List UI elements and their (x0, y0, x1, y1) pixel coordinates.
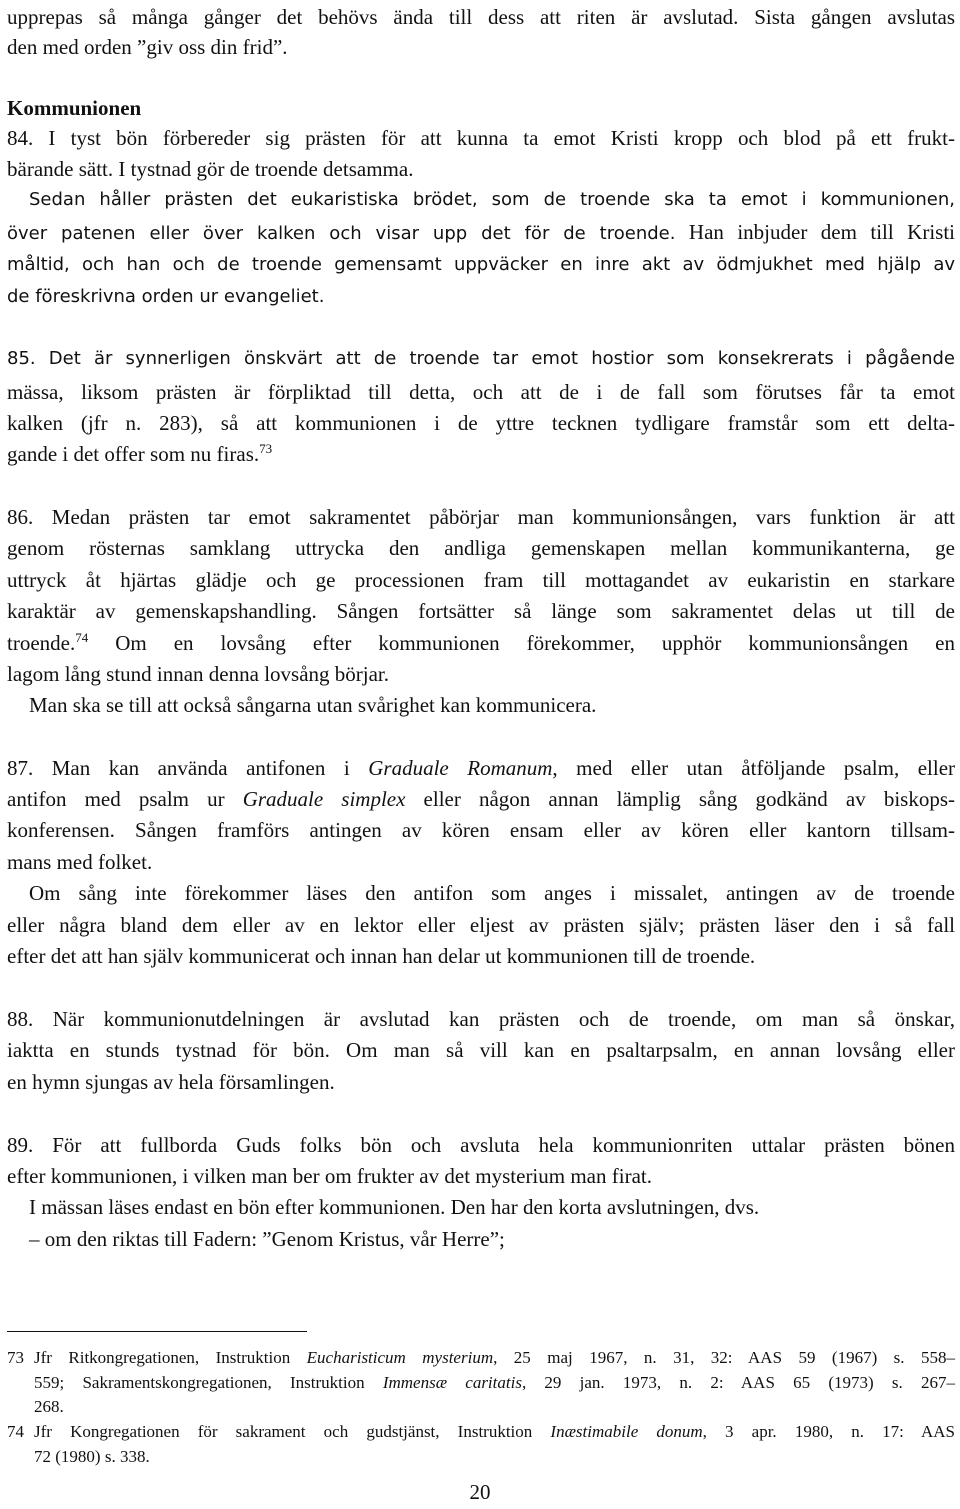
text-span: , 3 apr. 1980, n. 17: AAS (702, 1422, 956, 1441)
text-line: iaktta en stunds tystnad för bön. Om man så vill kan en psaltarpsalm, en annan lovsång eller (7, 1038, 955, 1062)
text-line: 84. I tyst bön förbereder sig prästen för att kunna ta emot Kristi kropp och blod på ett frukt- (7, 126, 955, 150)
text-span: , med eller utan åtföljande psalm, eller (552, 756, 956, 780)
text-line: karaktär av gemenskapshandling. Sången fortsätter så länge som sakramentet delas ut till de (7, 599, 955, 623)
footnote-number: 74 (7, 1422, 24, 1441)
text-span: Graduale Romanum (368, 756, 553, 780)
text-line: efter kommunionen, i vilken man ber om frukter av det mysterium man firat. (7, 1164, 652, 1188)
text-line: eller några bland dem eller av en lektor eller eljest av prästen själv; prästen läser den i så fall (7, 913, 955, 937)
footnote-line: 268. (34, 1397, 64, 1416)
text-line (7, 219, 955, 245)
text-line: bärande sätt. I tystnad gör de troende detsamma. (7, 157, 414, 181)
text-line (7, 630, 955, 656)
text-span: Inæstimabile donum (550, 1422, 703, 1441)
text-line (7, 755, 955, 781)
text-line: efter det att han själv kommunicerat och innan han delar ut kommunionen till de troende. (7, 944, 756, 968)
text-span: antifon med psalm ur (7, 787, 243, 811)
text-line: uttryck åt hjärtas glädje och ge processionen fram till mottagandet av eukaristin en starkare (7, 568, 955, 592)
text-line: de föreskrivna orden ur evangeliet. (7, 286, 325, 307)
text-span: gande i det offer som nu firas. (7, 442, 260, 466)
text-line: den med orden ”giv oss din frid”. (7, 35, 288, 59)
text-span: Han inbjuder dem till Kristi (675, 220, 956, 244)
text-line: lagom lång stund innan denna lovsång börjar. (7, 662, 390, 686)
text-line: – om den riktas till Fadern: ”Genom Kristus, vår Herre”; (29, 1227, 505, 1251)
footnote-line (34, 1421, 955, 1443)
text-line: genom rösternas samklang uttrycka den andliga gemenskapen mellan kommunikanterna, ge (7, 536, 955, 560)
text-line: måltid, och han och de troende gemensamt uppväcker en inre akt av ödmjukhet med hjälp av (7, 254, 955, 275)
text-span: eller någon annan lämplig sång godkänd av biskops- (405, 787, 955, 811)
text-span: troende. (7, 631, 76, 655)
text-line: kalken (jfr n. 283), så att kommunionen i de yttre tecknen tydligare framstår som ett delta- (7, 411, 955, 435)
text-line: mässa, liksom prästen är förpliktad till detta, och att de i de fall som förutses får ta emot (7, 380, 955, 404)
footnote-ref: 73 (259, 441, 273, 456)
text-line (7, 786, 955, 812)
text-line: upprepas så många gånger det behövs ända till dess att riten är avslutad. Sista gången avslutas (7, 5, 955, 29)
footnote-line (34, 1372, 955, 1394)
text-line: en hymn sjungas av hela församlingen. (7, 1070, 335, 1094)
text-span: Jfr Kongregationen för sakrament och gudstjänst, Instruktion (34, 1422, 551, 1441)
text-span: Om en lovsång efter kommunionen förekommer, upphör kommunionsången en (88, 631, 955, 655)
text-line: 85. Det är synnerligen önskvärt att de troende tar emot hostior som konsekrerats i pågående (7, 348, 955, 369)
text-span: över patenen eller över kalken och visar upp det för de troende. (7, 223, 676, 244)
text-line: Man ska se till att också sångarna utan svårighet kan kommunicera. (29, 693, 597, 717)
text-line: 88. När kommunionutdelningen är avslutad kan prästen och de troende, om man så önskar, (7, 1007, 955, 1031)
section-heading: Kommunionen (7, 96, 142, 120)
text-span: 559; Sakramentskongregationen, Instruktion (34, 1373, 383, 1392)
text-line: Om sång inte förekommer läses den antifon som anges i missalet, antingen av de troende (29, 881, 955, 905)
text-line: konferensen. Sången framförs antingen av kören ensam eller av kören eller kantorn tillsam- (7, 818, 955, 842)
text-line: 89. För att fullborda Guds folks bön och avsluta hela kommunionriten uttalar prästen bönen (7, 1133, 955, 1157)
footnote-line (34, 1347, 955, 1369)
text-line: 86. Medan prästen tar emot sakramentet påbörjar man kommunionsången, vars funktion är att (7, 505, 955, 529)
page-number: 20 (469, 1480, 491, 1504)
text-span: 87. Man kan använda antifonen i (7, 756, 369, 780)
text-span: Jfr Ritkongregationen, Instruktion (34, 1348, 307, 1367)
text-span: Immensæ caritatis (382, 1373, 522, 1392)
text-line (7, 441, 272, 467)
text-span: Eucharisticum mysterium (306, 1348, 494, 1367)
text-span: , 25 maj 1967, n. 31, 32: AAS 59 (1967) s. 558– (493, 1348, 955, 1367)
text-span: , 29 jan. 1973, n. 2: AAS 65 (1973) s. 267– (521, 1373, 956, 1392)
footnote-line: 72 (1980) s. 338. (34, 1447, 150, 1466)
text-line: mans med folket. (7, 850, 153, 874)
footnote-number: 73 (7, 1348, 24, 1367)
text-line: I mässan läses endast en bön efter kommunionen. Den har den korta avslutningen, dvs. (29, 1195, 760, 1219)
text-span: Graduale simplex (242, 787, 406, 811)
text-line: Sedan håller prästen det eukaristiska brödet, som de troende ska ta emot i kommunionen, (29, 189, 955, 210)
footnote-divider (7, 1331, 307, 1332)
footnote-ref: 74 (75, 630, 89, 645)
